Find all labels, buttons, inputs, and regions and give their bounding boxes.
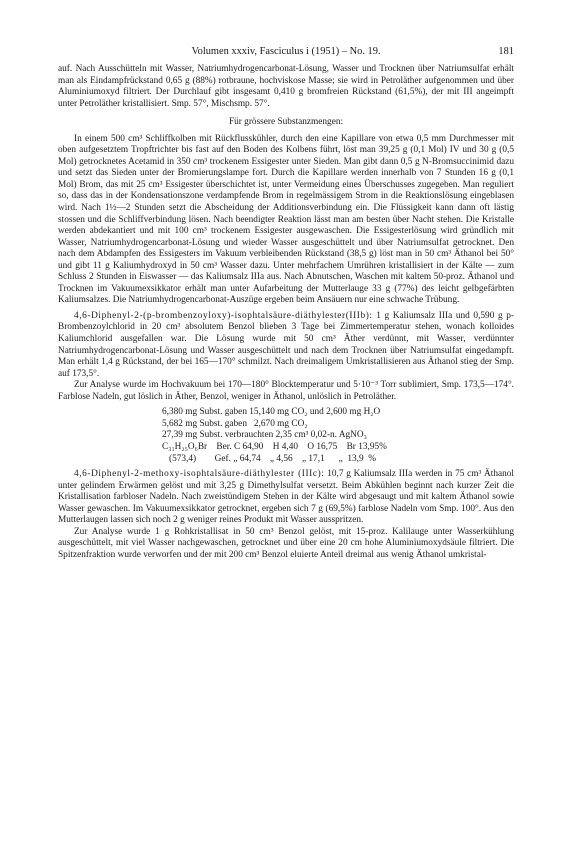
compound-text-IIIb: 1 g Kaliumsalz IIIa und 0,590 g p-Brombenzoylchlorid in 20 cm³ absolutem Benzol blieben 3 Tage bei Zimmertemperatur stehen, wonach kolloides Kaliumchlorid ausgefallen war. Die Lösung wurde mit 50 cm³ Äther verdünnt, mit Wasser, verdünnter Natriumhydrogencarbonat-Lösung und Wasser ausgeschüttelt und nach dem Trocknen über Natriumsulfat eingedampft. Man erhält 1,4 g Rückstand, der bei 165—170° schmilzt. Nach dreimaligem Umkristallisieren aus Äthanol stieg der Smp. auf 173,5°. xyxy=(58,310,514,379)
paragraph-compound-IIIb xyxy=(58,311,514,380)
paragraph-analysis-note: Zur Analyse wurde im Hochvakuum bei 170—180° Blocktemperatur und 5·10⁻³ Torr sublimiert, Smp. 173,5—174°. Farblose Nadeln, gut löslich in Äther, Benzol, weniger in Äthanol, unlöslich in Petroläther. xyxy=(58,380,514,402)
section-subheading: Für grössere Substanzmengen: xyxy=(228,117,344,128)
page-number: 181 xyxy=(498,46,514,57)
analysis-line: 6,380 mg Subst. gaben 15,140 mg CO₂ und 2,600 mg H₂O xyxy=(162,407,381,418)
paragraph-analysis-IIIc: Zur Analyse wurde 1 g Rohkristallisat in 50 cm³ Benzol gelöst, mit 15-proz. Kalilauge unter Wasserkühlung ausgeschüttelt, mit viel Wasser nachgewaschen, getrocknet und über eine 20 cm hohe Aluminiumoxydsäule filtriert. Die Spitzenfraktion wurde verworfen und der mit 200 cm³ Benzol eluierte Anteil dreimal aus wenig Äthanol umkristal- xyxy=(58,526,514,560)
page-header xyxy=(58,46,514,64)
paragraph-compound-IIIc xyxy=(58,469,514,527)
journal-page xyxy=(58,46,514,561)
compound-title-IIIb: 4,6-Diphenyl-2-(p-brombenzoyloxy)-isophtalsäure-diäthylester(IIIb): xyxy=(74,310,373,321)
formula-found: (573,4) Gef. „ 64,74 „ 4,56 „ 17,1 „ 13,9 % xyxy=(162,453,377,464)
formula-calculated: C₃₁H₂₅O₆Br Ber. C 64,90 H 4,40 O 16,75 Br 13,95% xyxy=(162,441,387,452)
analysis-line: 5,682 mg Subst. gaben 2,670 mg CO₂ xyxy=(162,418,308,429)
running-title: Volumen xxxiv, Fasciculus i (1951) – No. 19. xyxy=(191,46,381,57)
analysis-line: 27,39 mg Subst. verbrauchten 2,35 cm³ 0,02-n. AgNO₃ xyxy=(162,430,367,441)
compound-text-IIIc: 10,7 g Kaliumsalz IIIa werden in 75 cm³ Äthanol unter gelindem Erwärmen gelöst und mit 3,25 g Dimethylsulfat versetzt. Beim Abkühlen beginnt nach kurzer Zeit die Kristallisation farbloser Nadeln. Nach zweistündigem Stehen in der Kälte wird abgesaugt und mit kaltem Äthanol sowie Wasser gewaschen. Im Vakuumexsikkator getrocknet, ergeben sich 7 g (69,5%) farblose Nadeln vom Smp. 100°. Aus den Mutterlaugen lassen sich noch 2 g weniger reines Produkt mit Wasser ausspritzen. xyxy=(58,469,514,526)
paragraph-large-scale-procedure: In einem 500 cm³ Schliffkolben mit Rückflusskühler, durch den eine Kapillare von etwa 0,5 mm Durchmesser mit oben aufgesetztem Tropftrichter bis fast auf den Boden des Kolbens führt, löst man 39,25 g (0,1 Mol) IV und 30 g (0,5 Mol) getrocknetes Acetamid in 350 cm³ trockenem Essigester unter Sieden. Man gibt dann 0,5 g N-Bromsuccinimid dazu und setzt das Sieden unter der Bromierungslampe fort. Durch die Kapillare werden innerhalb von 7 Stunden 16 g (0,1 Mol) Brom, das mit 25 cm³ Essigester überschichtet ist, unter Vermeidung eines Überschusses zugegeben. Man reguliert so, dass das in der Kondensationszone verdampfende Brom in regelmässigem Strom in die Reaktionslösung eingeblasen wird. Nach 1½—2 Stunden setzt die Abscheidung der Additionsverbindung ein. Die Flüssigkeit kann dann oft lästig stossen und die Schliffverbindung lösen. Nach beendigter Reaktion lässt man am besten über Nacht stehen. Die Kristalle werden abdekantiert und mit 100 cm³ trockenem Essigester ausgewaschen. Die Essigesterlösung wird gründlich mit Wasser, Natriumhydrogencarbonat-Lösung und wieder Wasser ausgeschüttelt und über Natriumsulfat getrocknet. Den nach dem Abdampfen des Essigesters im Vakuum verbleibenden Rückstand (38,5 g) löst man in 50 cm³ Äthanol bei 50° und gibt 11 g Kaliumhydroxyd in 50 cm³ Wasser dazu. Unter mehrfachem Umrühren kristallisiert in der Kälte — zum Schluss 2 Stunden in Eiswasser — das Kaliumsalz IIIa aus. Nach Abnutschen, Waschen mit kaltem 50-proz. Äthanol und Trocknen im Vakuumexsikkator erhält man unter Aufarbeitung der Mutterlauge 33 g (77%) des leicht gelbgefärbten Kaliumsalzes. Die Natriumhydrogencarbonat-Auszüge ergeben beim Ansäuern nur eine schwache Trübung. xyxy=(58,133,514,306)
compound-title-IIIc: 4,6-Diphenyl-2-methoxy-isophtalsäure-diäthylester (IIIc): xyxy=(74,469,325,480)
paragraph-continuation: auf. Nach Ausschütteln mit Wasser, Natriumhydrogencarbonat-Lösung, Wasser und Trocknen über Natriumsulfat erhält man als Eindampfrückstand 0,65 g (88%) rotbraune, hochviskose Masse; sie wird in Petroläther aufgenommen und über Aluminiumoxyd filtriert. Der Durchlauf gibt insgesamt 0,410 g bromfreien Rückstand (61,5%), der mit III angeimpft unter Petroläther kristallisiert. Smp. 57°, Mischsmp. 57°. xyxy=(58,64,514,109)
